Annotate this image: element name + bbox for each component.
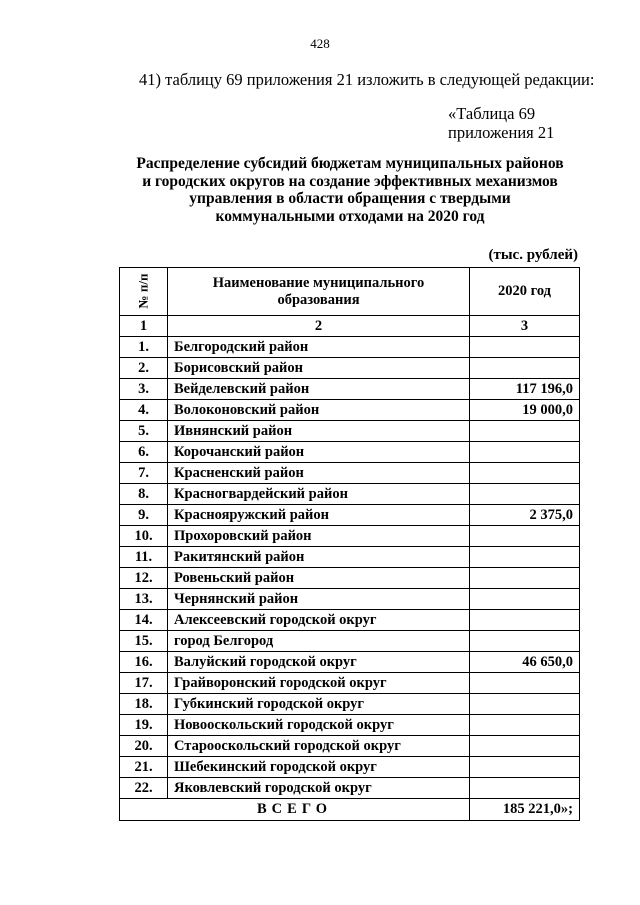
subsidy-value	[470, 421, 580, 442]
municipality-name: Красногвардейский район	[168, 484, 470, 505]
intro-text: 41) таблицу 69 приложения 21 изложить в следующей редакции:	[139, 70, 595, 89]
row-number: 3.	[120, 379, 168, 400]
table-row	[120, 463, 580, 484]
subsidy-value	[470, 568, 580, 589]
header-name-line1: Наименование муниципального	[212, 274, 425, 291]
table-row	[120, 358, 580, 379]
row-number: 4.	[120, 400, 168, 421]
row-number: 19.	[120, 715, 168, 736]
subsidy-value	[470, 778, 580, 799]
municipality-name: Белгородский район	[168, 337, 470, 358]
title-line1: Распределение субсидий бюджетам муниципальных районов	[136, 155, 564, 172]
municipality-name: Вейделевский район	[168, 379, 470, 400]
column-index-row	[120, 316, 580, 337]
page-number: 428	[310, 36, 330, 51]
col-index-3: 3	[470, 316, 580, 337]
table-row	[120, 484, 580, 505]
total-row	[120, 799, 580, 821]
table-row	[120, 505, 580, 526]
table-row	[120, 610, 580, 631]
subsidy-table	[119, 267, 580, 821]
row-number: 21.	[120, 757, 168, 778]
subsidy-value: 19 000,0	[470, 400, 580, 421]
subsidy-value: 2 375,0	[470, 505, 580, 526]
table-row	[120, 400, 580, 421]
col-index-2: 2	[168, 316, 470, 337]
table-row	[120, 652, 580, 673]
row-number: 17.	[120, 673, 168, 694]
row-number: 10.	[120, 526, 168, 547]
header-name	[168, 268, 470, 316]
municipality-name: Ровеньский район	[168, 568, 470, 589]
total-value: 185 221,0»;	[470, 799, 580, 821]
municipality-name: Губкинский городской округ	[168, 694, 470, 715]
table-row	[120, 694, 580, 715]
total-label: ВСЕГО	[120, 799, 470, 821]
row-number: 15.	[120, 631, 168, 652]
municipality-name: Волоконовский район	[168, 400, 470, 421]
municipality-name: город Белгород	[168, 631, 470, 652]
table-row	[120, 547, 580, 568]
municipality-name: Яковлевский городской округ	[168, 778, 470, 799]
subsidy-value	[470, 694, 580, 715]
table-row	[120, 631, 580, 652]
municipality-name: Алексеевский городской округ	[168, 610, 470, 631]
row-number: 1.	[120, 337, 168, 358]
municipality-name: Ивнянский район	[168, 421, 470, 442]
municipality-name: Ракитянский район	[168, 547, 470, 568]
col-index-1: 1	[120, 316, 168, 337]
municipality-name: Валуйский городской округ	[168, 652, 470, 673]
table-row	[120, 778, 580, 799]
municipality-name: Чернянский район	[168, 589, 470, 610]
subsidy-value	[470, 715, 580, 736]
row-number: 5.	[120, 421, 168, 442]
subsidy-value	[470, 484, 580, 505]
table-ref-line2: приложения 21	[448, 123, 555, 142]
table-reference	[448, 104, 554, 142]
title-line2: и городских округов на создание эффективных механизмов	[142, 172, 558, 190]
table-row	[120, 337, 580, 358]
header-name-line2: образования	[277, 291, 360, 308]
units-label: (тыс. рублей)	[488, 247, 578, 263]
title-line4: коммунальными отходами на 2020 год	[215, 207, 485, 225]
subsidy-value	[470, 757, 580, 778]
row-number: 20.	[120, 736, 168, 757]
municipality-name: Краснояружский район	[168, 505, 470, 526]
subsidy-value	[470, 337, 580, 358]
row-number: 9.	[120, 505, 168, 526]
table-row	[120, 715, 580, 736]
row-number: 7.	[120, 463, 168, 484]
header-num	[120, 268, 168, 316]
document-title	[120, 155, 580, 225]
row-number: 11.	[120, 547, 168, 568]
table-row	[120, 379, 580, 400]
table-row	[120, 736, 580, 757]
subsidy-value: 46 650,0	[470, 652, 580, 673]
row-number: 8.	[120, 484, 168, 505]
table-row	[120, 568, 580, 589]
subsidy-value	[470, 736, 580, 757]
row-number: 16.	[120, 652, 168, 673]
table-ref-line1: «Таблица 69	[448, 104, 536, 123]
municipality-name: Грайворонский городской округ	[168, 673, 470, 694]
municipality-name: Новооскольский городской округ	[168, 715, 470, 736]
header-year: 2020 год	[470, 268, 580, 316]
subsidy-value	[470, 610, 580, 631]
table-row	[120, 589, 580, 610]
subsidy-value	[470, 358, 580, 379]
municipality-name: Красненский район	[168, 463, 470, 484]
subsidy-value	[470, 463, 580, 484]
municipality-name: Корочанский район	[168, 442, 470, 463]
header-row	[120, 268, 580, 316]
subsidy-value	[470, 589, 580, 610]
municipality-name: Старооскольский городской округ	[168, 736, 470, 757]
subsidy-value	[470, 526, 580, 547]
subsidy-value	[470, 631, 580, 652]
subsidy-value: 117 196,0	[470, 379, 580, 400]
row-number: 18.	[120, 694, 168, 715]
table-row	[120, 442, 580, 463]
table-row	[120, 421, 580, 442]
header-num-text: № п/п	[135, 273, 151, 309]
subsidy-value	[470, 673, 580, 694]
row-number: 14.	[120, 610, 168, 631]
subsidy-value	[470, 547, 580, 568]
municipality-name: Прохоровский район	[168, 526, 470, 547]
table-row	[120, 757, 580, 778]
table-body	[120, 268, 580, 821]
row-number: 12.	[120, 568, 168, 589]
table-row	[120, 526, 580, 547]
title-line3: управления в области обращения с твердыми	[189, 190, 511, 207]
municipality-name: Шебекинский городской округ	[168, 757, 470, 778]
table-row	[120, 673, 580, 694]
row-number: 22.	[120, 778, 168, 799]
row-number: 13.	[120, 589, 168, 610]
row-number: 6.	[120, 442, 168, 463]
subsidy-value	[470, 442, 580, 463]
row-number: 2.	[120, 358, 168, 379]
municipality-name: Борисовский район	[168, 358, 470, 379]
